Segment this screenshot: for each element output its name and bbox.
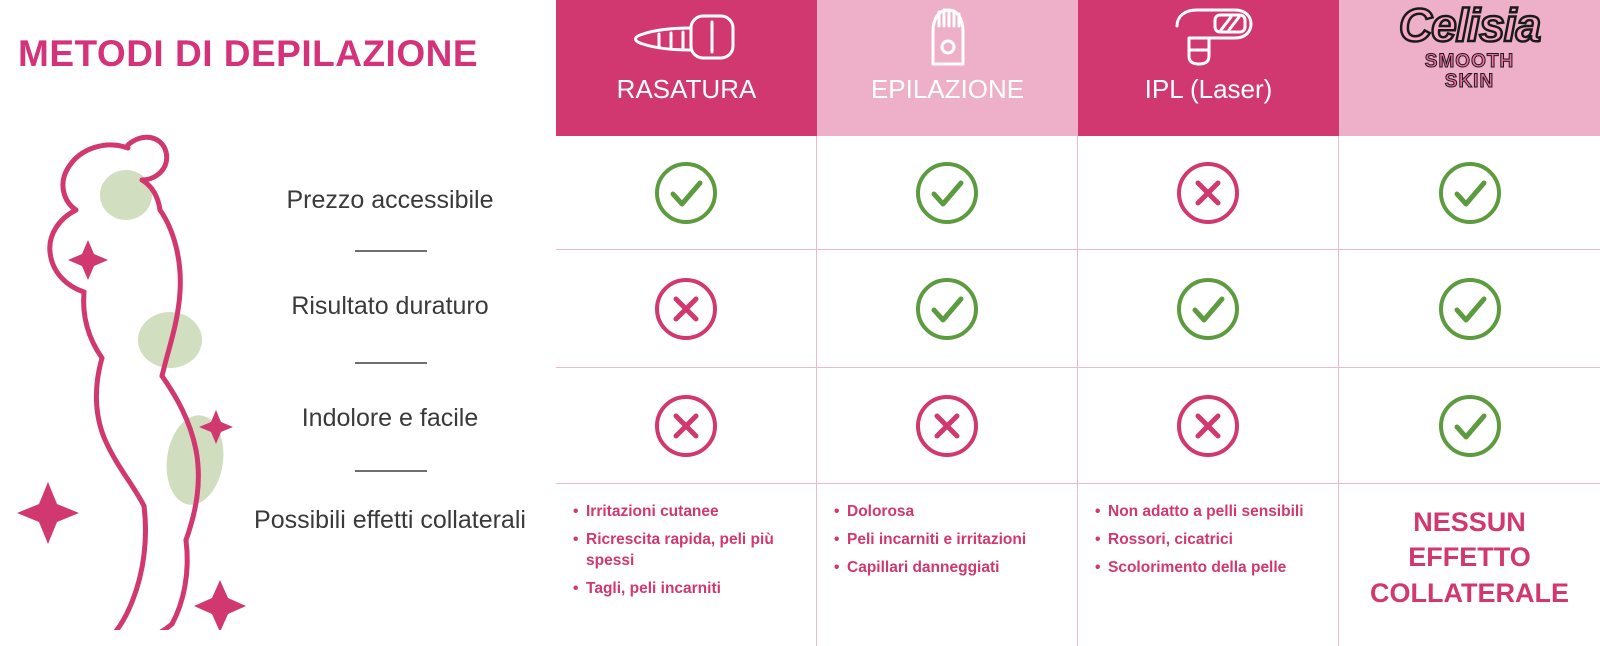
criteria-divider-1 xyxy=(355,250,427,252)
side-effects-epilazione xyxy=(817,484,1078,646)
celisia-logo: Celisia xyxy=(1398,0,1541,51)
column-header-label: IPL (Laser) xyxy=(1144,74,1273,104)
cross-icon xyxy=(1173,391,1243,461)
cell-price-epilazione xyxy=(817,136,1078,250)
check-icon xyxy=(1435,158,1505,228)
cell-painless-ipl xyxy=(1078,368,1339,484)
cross-icon xyxy=(1173,158,1243,228)
razor-icon xyxy=(629,6,745,68)
cross-icon xyxy=(912,391,982,461)
criteria-divider-3 xyxy=(355,470,427,472)
criterion-side-effects: Possibili effetti collaterali xyxy=(254,506,526,534)
comparison-table xyxy=(556,0,1600,646)
brand-tagline-line1: SMOOTH xyxy=(1424,51,1515,72)
cell-price-celisia xyxy=(1339,136,1600,250)
criteria-divider-2 xyxy=(355,362,427,364)
brand-tagline-line2: SKIN xyxy=(1444,70,1495,92)
list-item: • Tagli, peli incarniti xyxy=(586,579,806,600)
left-panel xyxy=(0,0,556,646)
cell-price-rasatura xyxy=(556,136,817,250)
check-icon xyxy=(1435,391,1505,461)
check-icon xyxy=(1173,274,1243,344)
woman-silhouette-illustration xyxy=(10,110,260,630)
list-item: • Dolorosa xyxy=(847,502,1067,523)
side-effects-ipl xyxy=(1078,484,1339,646)
check-icon xyxy=(1435,274,1505,344)
brand-tagline xyxy=(1425,52,1514,92)
epilator-icon xyxy=(913,6,983,68)
list-item: • Non adatto a pelli sensibili xyxy=(1108,502,1328,523)
column-header-epilazione xyxy=(817,0,1078,136)
column-header-label: EPILAZIONE xyxy=(870,74,1025,104)
side-effects-rasatura xyxy=(556,484,817,646)
cell-duration-epilazione xyxy=(817,250,1078,368)
criterion-painless: Indolore e facile xyxy=(301,404,479,432)
check-icon xyxy=(912,158,982,228)
column-header-ipl xyxy=(1078,0,1339,136)
page-title: METODI DI DEPILAZIONE xyxy=(18,33,479,74)
ipl-device-icon xyxy=(1159,6,1259,68)
list-item: • Capillari danneggiati xyxy=(847,558,1067,579)
cell-painless-celisia xyxy=(1339,368,1600,484)
no-side-effect-celisia: NESSUN EFFETTO COLLATERALE xyxy=(1370,507,1569,608)
cell-duration-rasatura xyxy=(556,250,817,368)
cell-duration-ipl xyxy=(1078,250,1339,368)
column-header-celisia xyxy=(1339,0,1600,136)
column-header-label: RASATURA xyxy=(616,74,757,104)
criterion-duration: Risultato duraturo xyxy=(291,292,489,320)
list-item: • Ricrescita rapida, peli più spessi xyxy=(586,530,806,572)
cell-painless-rasatura xyxy=(556,368,817,484)
list-item: • Scolorimento della pelle xyxy=(1108,558,1328,579)
cell-duration-celisia xyxy=(1339,250,1600,368)
list-item: • Rossori, cicatrici xyxy=(1108,530,1328,551)
cross-icon xyxy=(651,274,721,344)
list-item: • Peli incarniti e irritazioni xyxy=(847,530,1067,551)
criterion-price: Prezzo accessibile xyxy=(286,186,494,214)
cross-icon xyxy=(651,391,721,461)
cell-price-ipl xyxy=(1078,136,1339,250)
column-header-rasatura xyxy=(556,0,817,136)
cell-painless-epilazione xyxy=(817,368,1078,484)
list-item: • Irritazioni cutanee xyxy=(586,502,806,523)
check-icon xyxy=(912,274,982,344)
check-icon xyxy=(651,158,721,228)
